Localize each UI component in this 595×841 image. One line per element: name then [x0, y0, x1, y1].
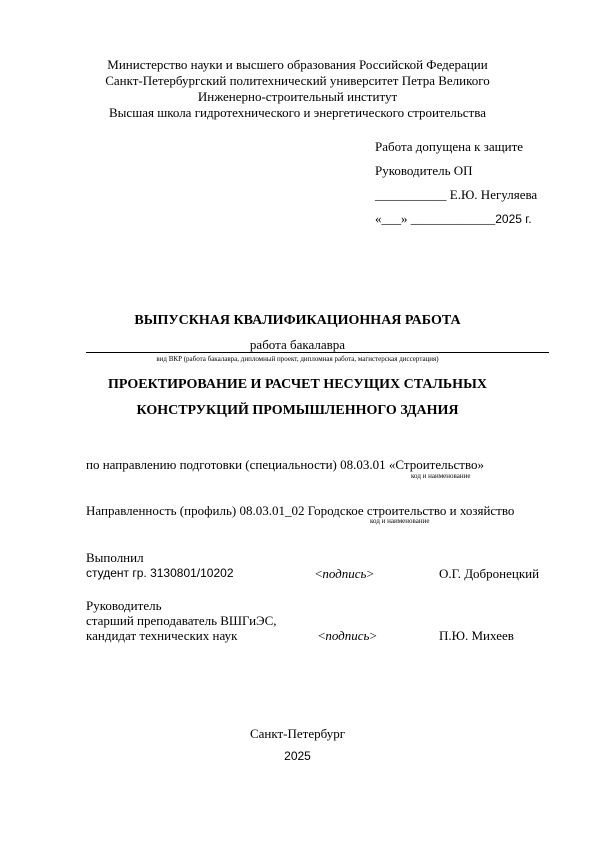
- university-line: Санкт-Петербургский политехнический университет Петра Великого: [105, 73, 490, 88]
- direction-text: по направлению подготовки (специальности) 08.03.01 «Строительство»: [86, 457, 485, 472]
- supervisor-position: старший преподаватель ВШГиЭС,: [86, 613, 277, 628]
- institute-line: Инженерно-строительный институт: [197, 89, 398, 104]
- approval-admitted: Работа допущена к защите: [375, 139, 524, 154]
- supervisor-name: П.Ю. Михеев: [439, 628, 514, 643]
- work-title: ВЫПУСКНАЯ КВАЛИФИКАЦИОННАЯ РАБОТА: [134, 313, 461, 328]
- work-kind-underline: [86, 352, 549, 353]
- work-kind-hint: вид ВКР (работа бакалавра, дипломный проект, дипломная работа, магистерская диссертация): [156, 355, 439, 363]
- performer-role: студент гр. 3130801/10202: [86, 566, 234, 580]
- direction-hint: код и наименование: [411, 472, 471, 480]
- approval-year: 2025 г.: [495, 212, 532, 226]
- quote-close: »: [401, 211, 408, 226]
- profile-text: Направленность (профиль) 08.03.01_02 Городское строительство и хозяйство: [86, 503, 515, 518]
- day-blank: ___: [381, 211, 401, 226]
- approval-date-line: [375, 211, 532, 227]
- ministry-line: Министерство науки и высшего образования Российской Федерации: [107, 57, 488, 72]
- school-line: Высшая школа гидротехнического и энергетического строительства: [109, 105, 486, 120]
- performer-label: Выполнил: [86, 550, 144, 565]
- performer-signature: <подпись>: [315, 566, 374, 581]
- performer-signature-text: подпись: [322, 566, 367, 581]
- approval-head-op: Руководитель ОП: [375, 163, 473, 178]
- profile-hint: код и наименование: [370, 517, 430, 525]
- supervisor-signature-text: подпись: [325, 628, 370, 643]
- quote-open: «: [375, 211, 382, 226]
- topic-line-2: КОНСТРУКЦИЙ ПРОМЫШЛЕННОГО ЗДАНИЯ: [136, 403, 459, 418]
- supervisor-signature: <подпись>: [318, 628, 377, 643]
- supervisor-degree: кандидат технических наук: [86, 628, 238, 643]
- city: Санкт-Петербург: [249, 726, 346, 741]
- work-kind: работа бакалавра: [249, 337, 346, 352]
- approval-signature-line: [375, 187, 537, 202]
- month-blank: _____________: [407, 211, 496, 226]
- approval-signature-blank: ___________: [375, 187, 447, 202]
- supervisor-label: Руководитель: [86, 598, 162, 613]
- topic-line-1: ПРОЕКТИРОВАНИЕ И РАСЧЕТ НЕСУЩИХ СТАЛЬНЫХ: [108, 377, 487, 392]
- approval-head-name: Е.Ю. Негуляева: [446, 187, 538, 202]
- year: 2025: [284, 749, 311, 763]
- performer-name: О.Г. Добронецкий: [439, 566, 540, 581]
